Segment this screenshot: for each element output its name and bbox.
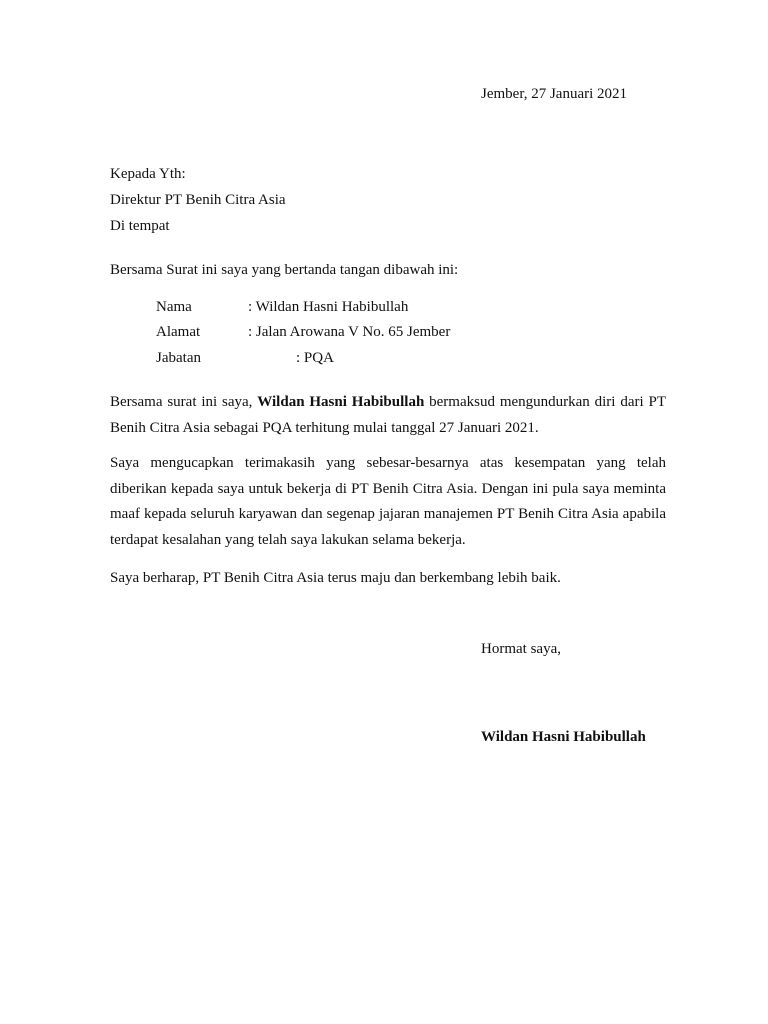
intro-text: Bersama Surat ini saya yang bertanda tangan dibawah ini: [110, 262, 459, 278]
recipient-place: Di tempat [110, 218, 170, 234]
letter-date: Jember, 27 Januari 2021 [481, 86, 628, 102]
recipient-block [110, 161, 286, 239]
signer-name: Wildan Hasni Habibullah [481, 729, 646, 745]
paragraph1-after: bermaksud mengundurkan diri dari PT Benih Citra Asia sebagai PQA terhitung mulai tanggal 27 Januari 2021. [110, 394, 666, 436]
recipient-salutation: Kepada Yth: [110, 166, 186, 182]
recipient-name: Direktur PT Benih Citra Asia [110, 192, 286, 208]
thanks-paragraph: Saya mengucapkan terimakasih yang sebesar-besarnya atas kesempatan yang telah diberikan kepada saya untuk bekerja di PT Benih Citra Asia. Dengan ini pula saya meminta maaf kepada seluruh karyawan dan segenap jajaran manajemen PT Benih Citra Asia apabila terdapat kesalahan yang telah saya lakukan selama bekerja. [110, 455, 666, 548]
resignation-paragraph [110, 390, 666, 441]
field-label-alamat: Alamat [156, 324, 201, 340]
field-value-alamat: : Jalan Arowana V No. 65 Jember [248, 324, 451, 340]
closing-text: Hormat saya, [481, 641, 561, 657]
field-value-nama: : Wildan Hasni Habibullah [248, 299, 409, 315]
paragraph1-before: Bersama surat ini saya, [110, 394, 258, 410]
field-label-nama: Nama [156, 299, 192, 315]
paragraph1-name: Wildan Hasni Habibullah [257, 394, 425, 410]
field-label-jabatan: Jabatan [156, 350, 201, 366]
field-value-jabatan: : PQA [296, 350, 334, 366]
hope-paragraph: Saya berharap, PT Benih Citra Asia terus maju dan berkembang lebih baik. [110, 570, 561, 586]
